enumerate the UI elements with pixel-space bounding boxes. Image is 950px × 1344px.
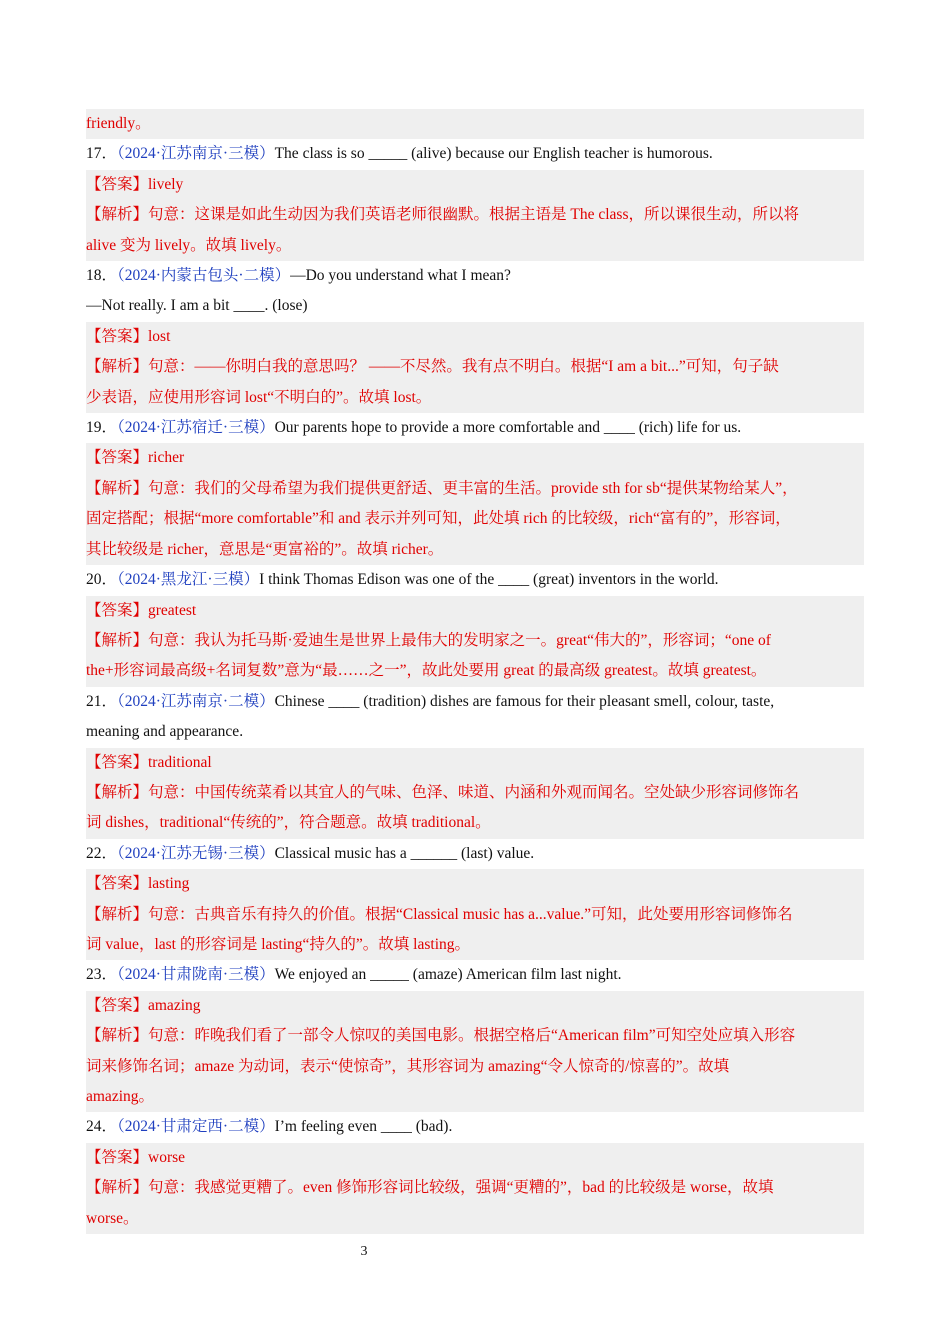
- question-number: 18．: [86, 267, 118, 285]
- analysis-line: 词 value，last 的形容词是 lasting“持久的”。故填 lasting。: [86, 930, 864, 960]
- question-text: The class is so _____ (alive) because our English teacher is humorous.: [274, 145, 713, 163]
- question-source: （2024·江苏南京·三模）: [117, 145, 275, 163]
- analysis-line: 固定搭配；根据“more comfortable”和 and 表示并列可知，此处填 rich 的比较级，rich“富有的”，形容词，: [86, 504, 864, 534]
- question-line: [86, 960, 864, 990]
- question-number: 24．: [86, 1118, 118, 1136]
- analysis-line: the+形容词最高级+名词复数”意为“最……之一”，故此处要用 great 的最高级 greatest。故填 greatest。: [86, 656, 864, 686]
- answer-line: 【答案】richer: [86, 443, 864, 473]
- question-line: [86, 1112, 864, 1142]
- question-text: Chinese ____ (tradition) dishes are famous for their pleasant smell, colour, taste,: [274, 692, 775, 710]
- question-line: [86, 261, 864, 291]
- intro-tail: friendly。: [86, 109, 864, 139]
- question-number: 19．: [86, 419, 118, 437]
- analysis-line: alive 变为 lively。故填 lively。: [86, 231, 864, 261]
- question-item: [86, 687, 864, 839]
- question-line: [86, 565, 864, 595]
- question-text: —Do you understand what I mean?: [290, 267, 511, 285]
- question-text: Our parents hope to provide a more comfortable and ____ (rich) life for us.: [274, 419, 742, 437]
- question-list: [86, 139, 864, 1234]
- answer-line: 【答案】worse: [86, 1143, 864, 1173]
- question-source: （2024·江苏无锡·三模）: [117, 844, 275, 862]
- answer-line: 【答案】lost: [86, 322, 864, 352]
- answer-line: 【答案】traditional: [86, 748, 864, 778]
- analysis-line: 词来修饰名词；amaze 为动词，表示“使惊奇”，其形容词为 amazing“令人惊奇的/惊喜的”。故填: [86, 1052, 864, 1082]
- analysis-line: 少表语，应使用形容词 lost“不明白的”。故填 lost。: [86, 383, 864, 413]
- page-number: 3: [360, 1244, 368, 1259]
- answer-line: 【答案】amazing: [86, 991, 864, 1021]
- question-source: （2024·内蒙古包头·二模）: [117, 267, 291, 285]
- question-item: [86, 839, 864, 961]
- question-source: （2024·甘肃陇南·三模）: [117, 966, 275, 984]
- question-number: 20．: [86, 571, 118, 589]
- analysis-line: 【解析】句意：这课是如此生动因为我们英语老师很幽默。根据主语是 The class，所以课很生动，所以将: [86, 200, 864, 230]
- question-text: We enjoyed an _____ (amaze) American film last night.: [274, 966, 622, 984]
- analysis-line: 词 dishes，traditional“传统的”，符合题意。故填 traditional。: [86, 808, 864, 838]
- question-source: （2024·江苏宿迁·三模）: [117, 419, 275, 437]
- question-continuation: [86, 717, 864, 747]
- question-item: [86, 565, 864, 687]
- question-line: [86, 687, 864, 717]
- question-text: I think Thomas Edison was one of the ____ (great) inventors in the world.: [259, 571, 719, 589]
- analysis-line: 【解析】句意：我们的父母希望为我们提供更舒适、更丰富的生活。provide sth for sb“提供某物给某人”，: [86, 474, 864, 504]
- question-number: 22．: [86, 844, 118, 862]
- analysis-line: 其比较级是 richer，意思是“更富裕的”。故填 richer。: [86, 535, 864, 565]
- answer-line: 【答案】greatest: [86, 596, 864, 626]
- analysis-line: 【解析】句意：中国传统菜肴以其宜人的气味、色泽、味道、内涵和外观而闻名。空处缺少形容词修饰名: [86, 778, 864, 808]
- document-body: [86, 109, 864, 1234]
- question-item: [86, 139, 864, 261]
- analysis-line: 【解析】句意：昨晚我们看了一部令人惊叹的美国电影。根据空格后“American film”可知空处应填入形容: [86, 1021, 864, 1051]
- question-source: （2024·甘肃定西·二模）: [117, 1118, 275, 1136]
- answer-line: 【答案】lively: [86, 170, 864, 200]
- analysis-line: amazing。: [86, 1082, 864, 1112]
- question-line: [86, 839, 864, 869]
- analysis-line: 【解析】句意：我认为托马斯·爱迪生是世界上最伟大的发明家之一。great“伟大的”，形容词；“one of: [86, 626, 864, 656]
- question-number: 23．: [86, 966, 118, 984]
- analysis-line: 【解析】句意：我感觉更糟了。even 修饰形容词比较级，强调“更糟的”，bad 的比较级是 worse，故填: [86, 1173, 864, 1203]
- question-item: [86, 413, 864, 565]
- analysis-line: 【解析】句意：——你明白我的意思吗？ ——不尽然。我有点不明白。根据“I am a bit...”可知，句子缺: [86, 352, 864, 382]
- question-item: [86, 960, 864, 1112]
- question-text: I’m feeling even ____ (bad).: [274, 1118, 453, 1136]
- question-number: 17．: [86, 145, 118, 163]
- question-text: meaning and appearance.: [86, 723, 244, 741]
- question-text: —Not really. I am a bit ____. (lose): [86, 297, 308, 315]
- answer-line: 【答案】lasting: [86, 869, 864, 899]
- question-text: Classical music has a ______ (last) value.: [274, 844, 535, 862]
- question-item: [86, 261, 864, 413]
- question-number: 21．: [86, 692, 118, 710]
- question-line: [86, 139, 864, 169]
- question-item: [86, 1112, 864, 1234]
- question-continuation: [86, 291, 864, 321]
- question-line: [86, 413, 864, 443]
- analysis-line: 【解析】句意：古典音乐有持久的价值。根据“Classical music has a...value.”可知，此处要用形容词修饰名: [86, 900, 864, 930]
- question-source: （2024·黑龙江·三模）: [117, 571, 260, 589]
- question-source: （2024·江苏南京·二模）: [117, 692, 275, 710]
- analysis-line: worse。: [86, 1204, 864, 1234]
